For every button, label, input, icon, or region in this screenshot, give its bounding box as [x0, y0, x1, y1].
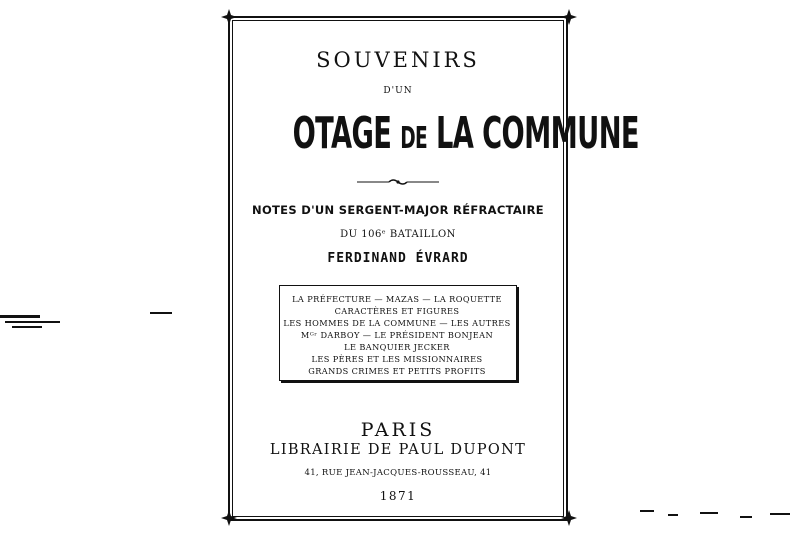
- contents-line: LES PÈRES ET LES MISSIONNAIRES: [311, 354, 483, 364]
- author-name: FERDINAND ÉVRARD: [327, 251, 469, 266]
- contents-line: CARACTÈRES ET FIGURES: [334, 306, 460, 316]
- contents-line: LE BANQUIER JECKER: [344, 342, 450, 352]
- main-title-rest: LA COMMUNE: [436, 108, 639, 159]
- battalion-line: DU 106ᵉ BATAILLON: [340, 229, 456, 240]
- contents-line: LES HOMMES DE LA COMMUNE — LES AUTRES: [283, 318, 511, 328]
- scan-artifact: [668, 514, 678, 516]
- title-line-2: D'UN: [383, 86, 413, 96]
- scan-artifact: [700, 512, 718, 514]
- imprint-publisher: LIBRAIRIE DE PAUL DUPONT: [269, 442, 527, 458]
- imprint-city: PARIS: [360, 419, 436, 441]
- ornamental-rule-icon: [355, 178, 441, 186]
- main-title-word: OTAGE: [292, 108, 392, 159]
- main-title: [292, 108, 639, 159]
- corner-ornament-icon: [560, 8, 578, 26]
- contents-line: GRANDS CRIMES ET PETITS PROFITS: [308, 366, 486, 376]
- scan-artifact: [770, 513, 790, 515]
- scan-artifact: [0, 315, 40, 318]
- imprint-year: 1871: [379, 489, 417, 503]
- contents-line: LA PRÉFECTURE — MAZAS — LA ROQUETTE: [292, 294, 502, 304]
- contents-line: Mᴳʳ DARBOY — LE PRÉSIDENT BONJEAN: [300, 330, 494, 340]
- corner-ornament-icon: [560, 509, 578, 527]
- subtitle: NOTES D'UN SERGENT-MAJOR RÉFRACTAIRE: [252, 203, 544, 217]
- scan-artifact: [5, 321, 60, 323]
- scan-artifact: [12, 326, 42, 328]
- scan-artifact: [640, 510, 654, 512]
- main-title-de: DE: [400, 121, 428, 156]
- imprint-address: 41, RUE JEAN-JACQUES-ROUSSEAU, 41: [304, 468, 492, 478]
- scan-artifact: [740, 516, 752, 518]
- corner-ornament-icon: [220, 8, 238, 26]
- title-line-1: SOUVENIRS: [316, 48, 480, 72]
- corner-ornament-icon: [220, 509, 238, 527]
- scan-artifact: [150, 312, 172, 314]
